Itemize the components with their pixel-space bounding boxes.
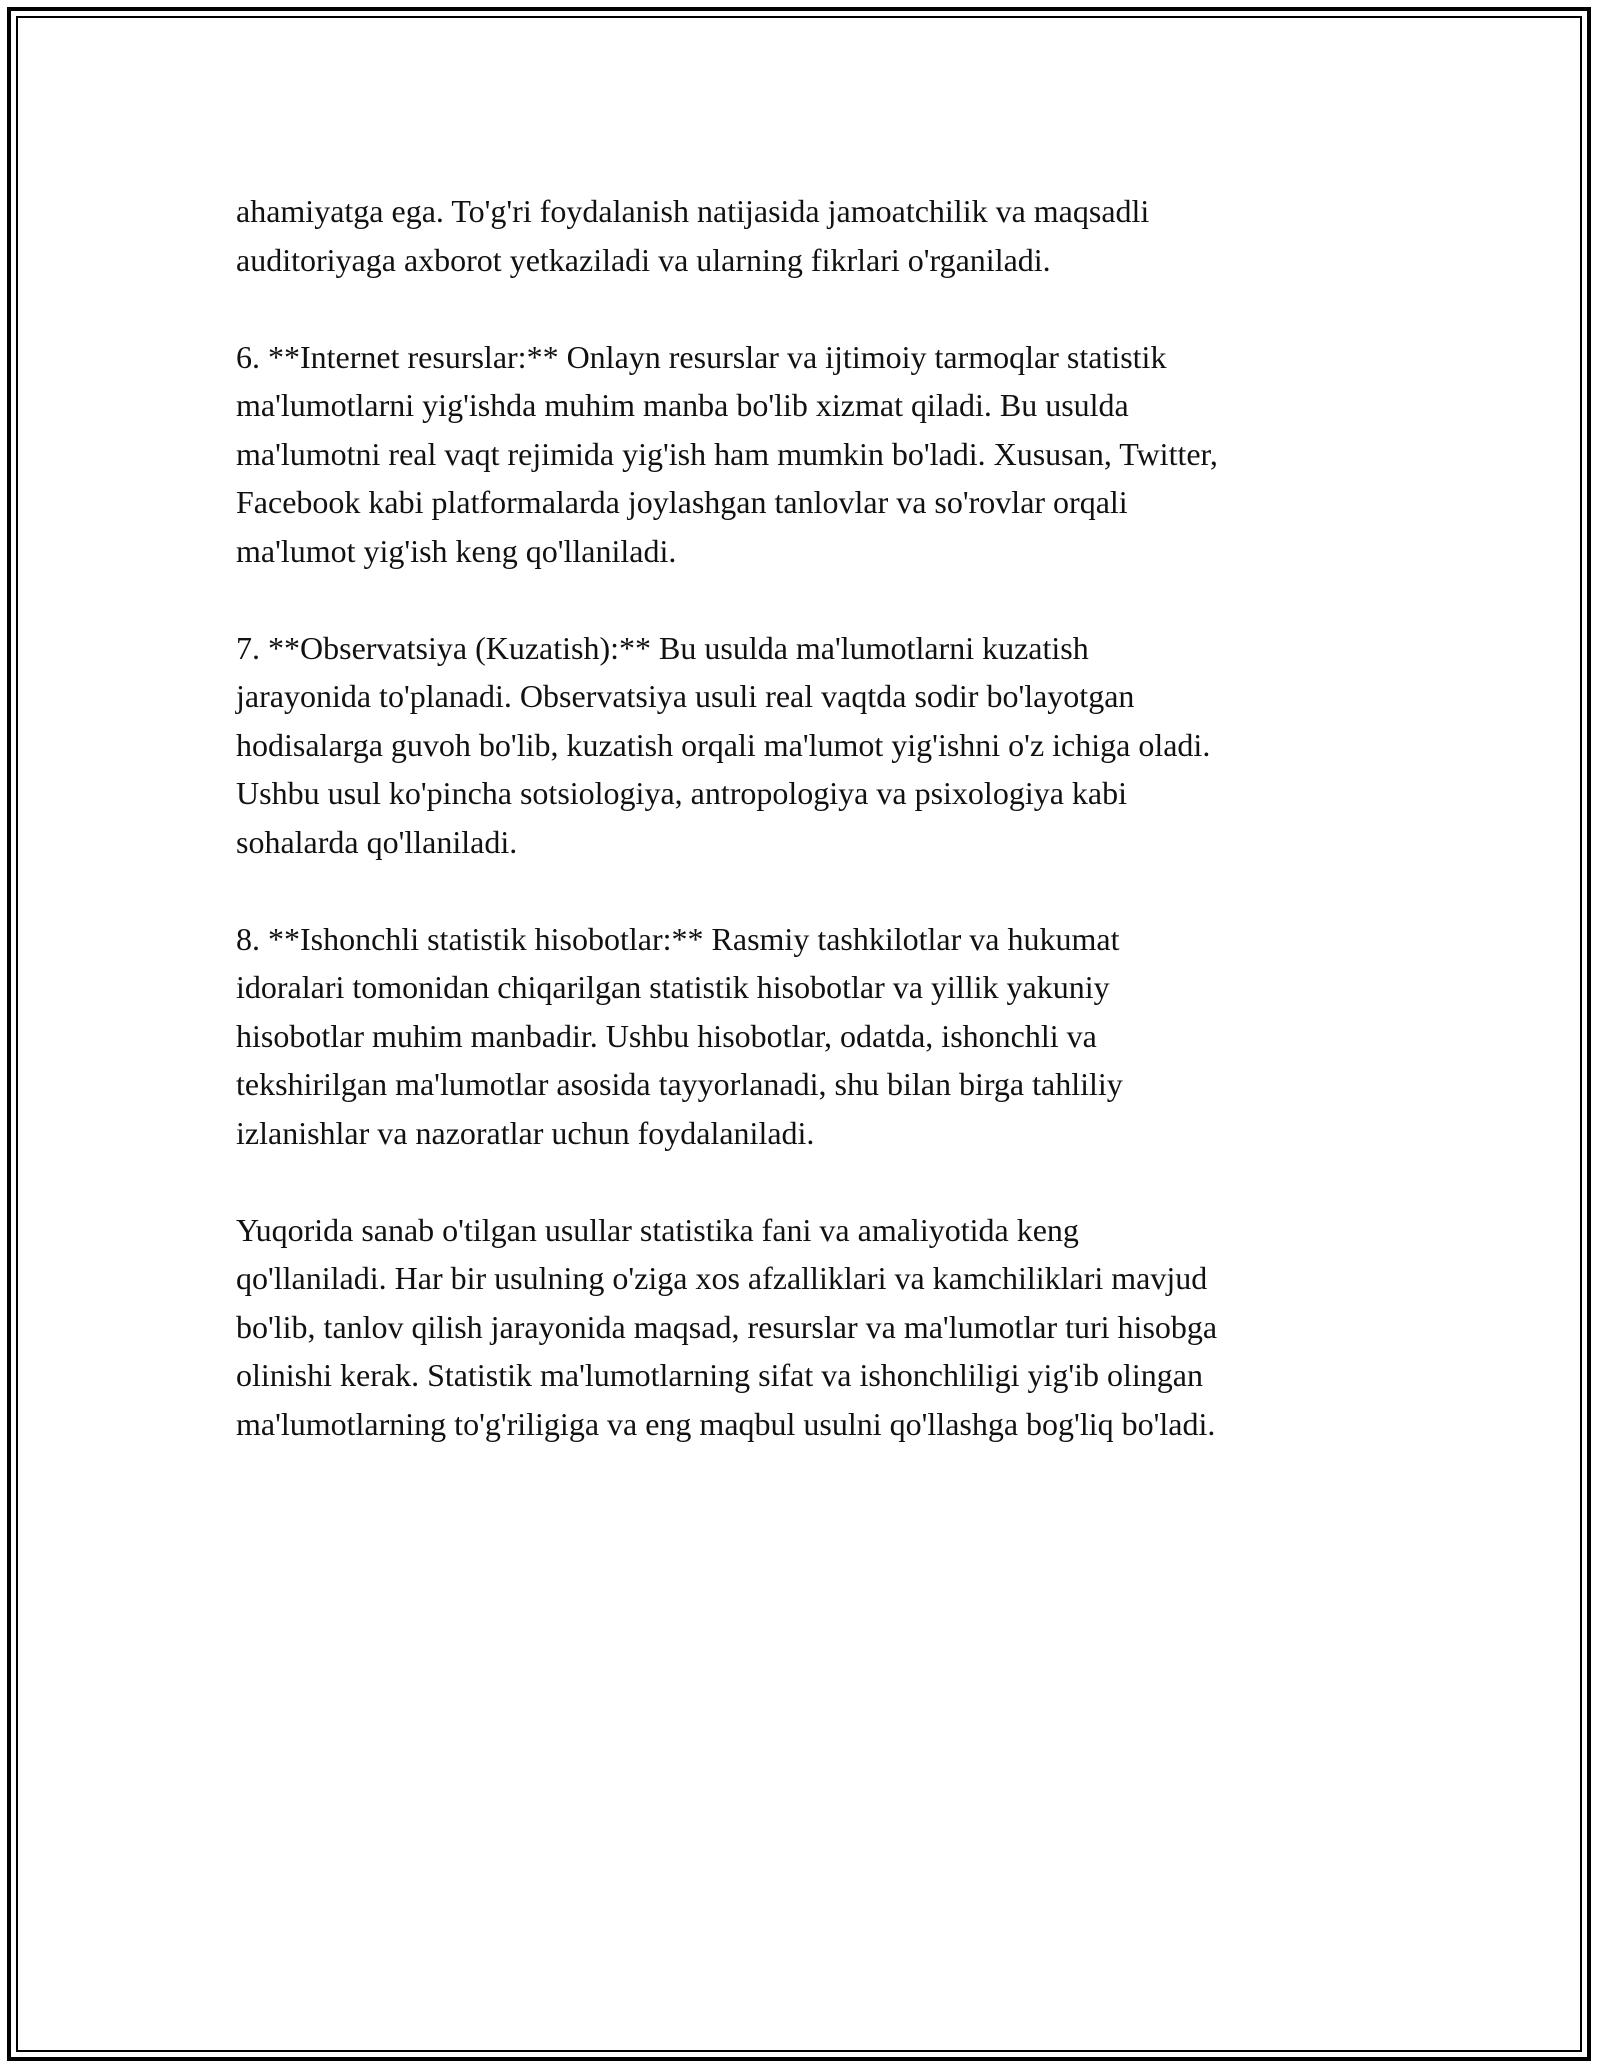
document-body	[236, 187, 1386, 1497]
paragraph-observation: 7. **Observatsiya (Kuzatish):** Bu usulda ma'lumotlarni kuzatish jarayonida to'planadi. Observatsiya usuli real vaqtda sodir bo'layotgan hodisalarga guvoh bo'lib, kuzatish orqali ma'lumot yig'ishni o'z ichiga oladi. Ushbu usul ko'pincha sotsiologiya, antropologiya va psixologiya kabi sohalarda qo'llaniladi.	[236, 629, 1211, 860]
paragraph-statistical-reports: 8. **Ishonchli statistik hisobotlar:** Rasmiy tashkilotlar va hukumat idoralari tomonidan chiqarilgan statistik hisobotlar va yillik yakuniy hisobotlar muhim manbadir. Ushbu hisobotlar, odatda, ishonchli va tekshirilgan ma'lumotlar asosida tayyorlanadi, shu bilan birga tahliliy izlanishlar va nazoratlar uchun foydalaniladi.	[236, 920, 1123, 1151]
paragraph-conclusion: Yuqorida sanab o'tilgan usullar statistika fani va amaliyotida keng qo'llaniladi. Har bir usulning o'ziga xos afzalliklari va kamchiliklari mavjud bo'lib, tanlov qilish jarayonida maqsad, resurslar va ma'lumotlar turi hisobga olinishi kerak. Statistik ma'lumotlarning sifat va ishonchliligi yig'ib olingan ma'lumotlarning to'g'riligiga va eng maqbul usulni qo'llashga bog'liq bo'ladi.	[236, 1211, 1218, 1442]
paragraph-internet-resources: 6. **Internet resurslar:** Onlayn resurslar va ijtimoiy tarmoqlar statistik ma'lumotlarni yig'ishda muhim manba bo'lib xizmat qiladi. Bu usulda ma'lumotni real vaqt rejimida yig'ish ham mumkin bo'ladi. Xususan, Twitter, Facebook kabi platformalarda joylashgan tanlovlar va so'rovlar orqali ma'lumot yig'ish keng qo'llaniladi.	[236, 338, 1218, 569]
paragraph-intro-continuation: ahamiyatga ega. To'g'ri foydalanish natijasida jamoatchilik va maqsadli auditoriyaga axborot yetkaziladi va ularning fikrlari o'rganiladi.	[236, 193, 1150, 278]
